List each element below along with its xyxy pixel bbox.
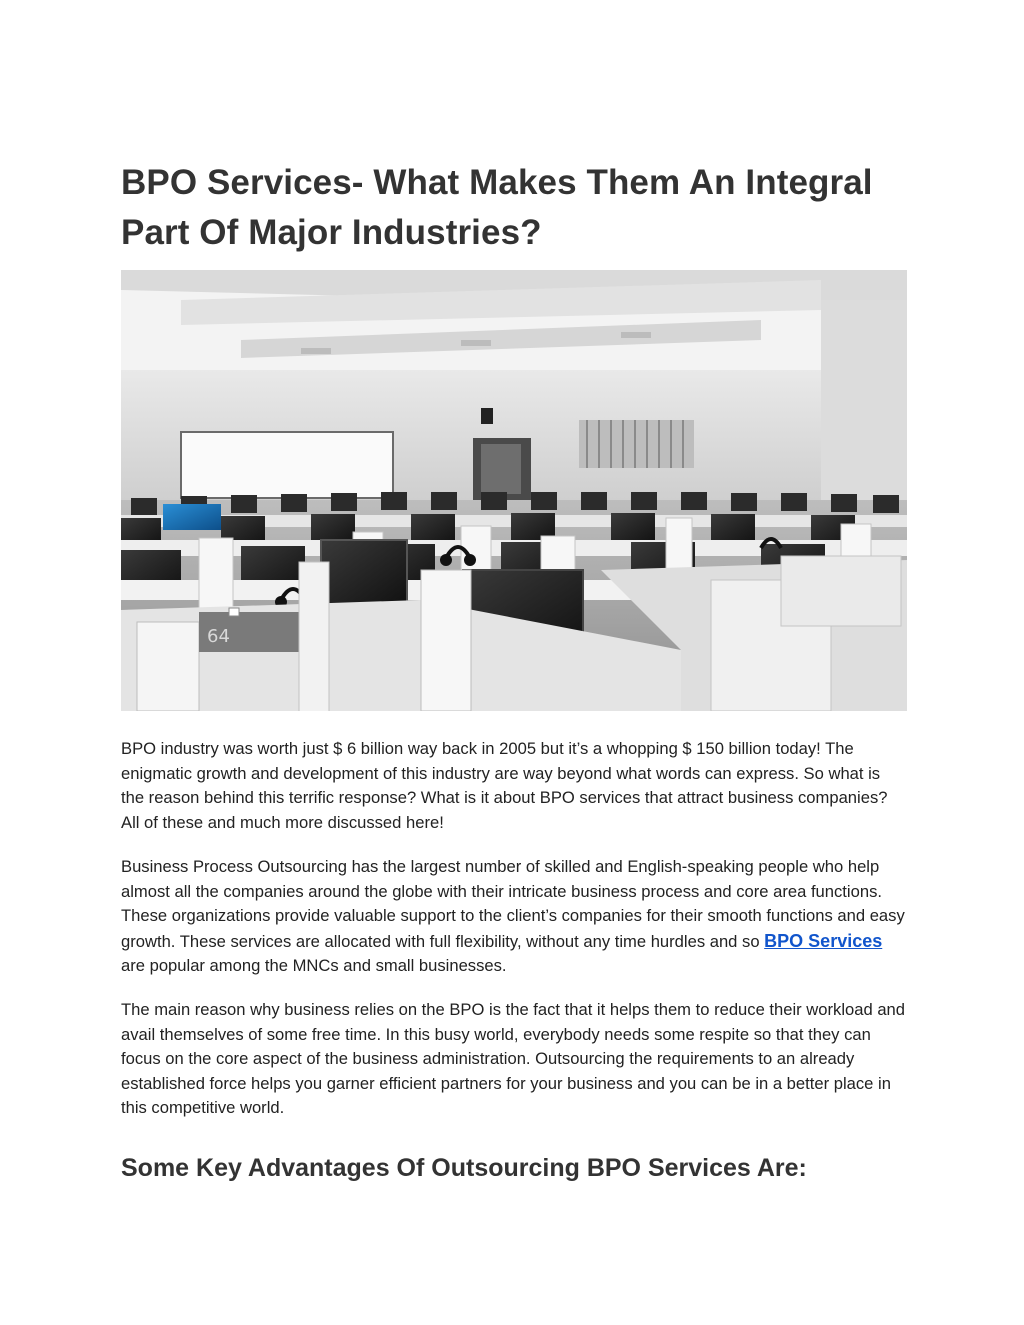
article-title: BPO Services- What Makes Them An Integral Part Of Major Industries? [121, 163, 873, 252]
office-photo [121, 270, 907, 711]
desk-number-label: 64 [207, 626, 230, 647]
bpo-services-link[interactable]: BPO Services [764, 930, 883, 951]
bpo-paragraph-text-before: Business Process Outsourcing has the largest number of skilled and English-speaking people who help almost all the companies around the globe with their intricate business process and core area functions. These organizations provide valuable support to the client’s companies for their smooth functions and easy growth. These services are allocated with full flexibility, without any time hurdles and so [121, 857, 905, 951]
bpo-paragraph-text-after: are popular among the MNCs and small businesses. [121, 956, 507, 975]
advantages-subheading: Some Key Advantages Of Outsourcing BPO Services Are: [121, 1154, 807, 1182]
bpo-description-paragraph [121, 855, 907, 979]
office-photo-icon [121, 270, 907, 711]
intro-paragraph: BPO industry was worth just $ 6 billion way back in 2005 but it’s a whopping $ 150 billion today! The enigmatic growth and development of this industry are way beyond what words can express. So what is the reason behind this terrific response? What is it about BPO services that attract business companies? All of these and much more discussed here! [121, 739, 888, 832]
reliance-paragraph: The main reason why business relies on the BPO is the fact that it helps them to reduce their workload and avail themselves of some free time. In this busy world, everybody needs some respite so that they can focus on the core aspect of the business administration. Outsourcing the requirements to an already established force helps you garner efficient partners for your business and you can be in a better place in this competitive world. [121, 1000, 906, 1117]
